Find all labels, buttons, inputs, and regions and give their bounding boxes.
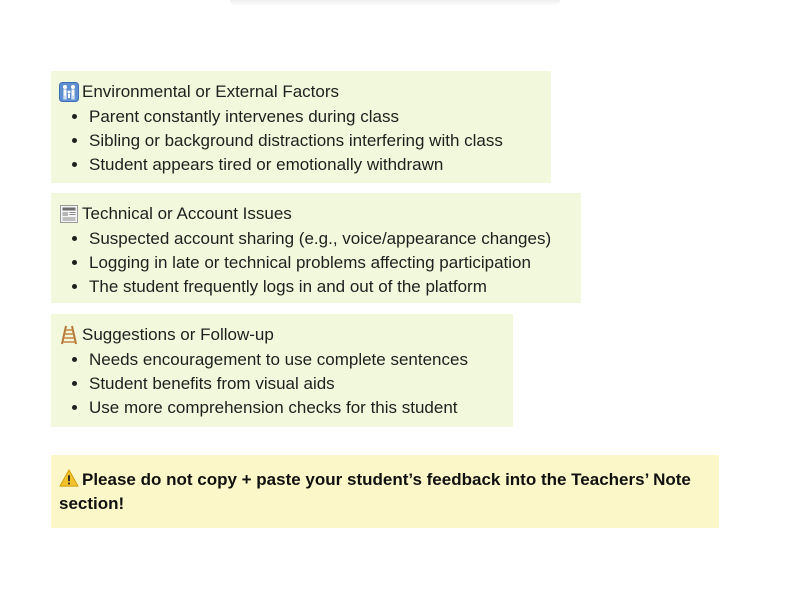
warning-banner <box>51 455 719 528</box>
list-item: • Student appears tired or emotionally withdrawn <box>89 153 541 177</box>
warning-text: Please do not copy + paste your student’s feedback into the Teachers’ Note section! <box>59 470 691 513</box>
section-item-list <box>59 105 541 177</box>
warning-icon <box>59 468 81 488</box>
section-title: Environmental or External Factors <box>82 82 339 101</box>
top-shadow-divider <box>230 0 560 6</box>
section-technical-issues <box>51 193 581 303</box>
list-item: • Parent constantly intervenes during class <box>89 105 541 129</box>
list-item: • Sibling or background distractions interfering with class <box>89 129 541 153</box>
list-item: • Suspected account sharing (e.g., voice/appearance changes) <box>89 227 571 251</box>
section-title: Suggestions or Follow-up <box>82 325 274 344</box>
section-header <box>59 81 541 103</box>
newspaper-icon <box>59 204 79 224</box>
list-item: • Logging in late or technical problems affecting participation <box>89 251 571 275</box>
section-suggestions <box>51 314 513 427</box>
section-header <box>59 324 503 346</box>
list-item: • Use more comprehension checks for this student <box>89 396 503 420</box>
list-item: • The student frequently logs in and out of the platform <box>89 275 571 299</box>
section-item-list <box>59 227 571 299</box>
ladder-icon <box>59 325 79 345</box>
section-environmental-factors <box>51 71 551 183</box>
section-title: Technical or Account Issues <box>82 204 292 223</box>
section-header <box>59 203 571 225</box>
list-item: • Student benefits from visual aids <box>89 372 503 396</box>
family-icon <box>59 82 79 102</box>
section-item-list <box>59 348 503 420</box>
list-item: • Needs encouragement to use complete sentences <box>89 348 503 372</box>
